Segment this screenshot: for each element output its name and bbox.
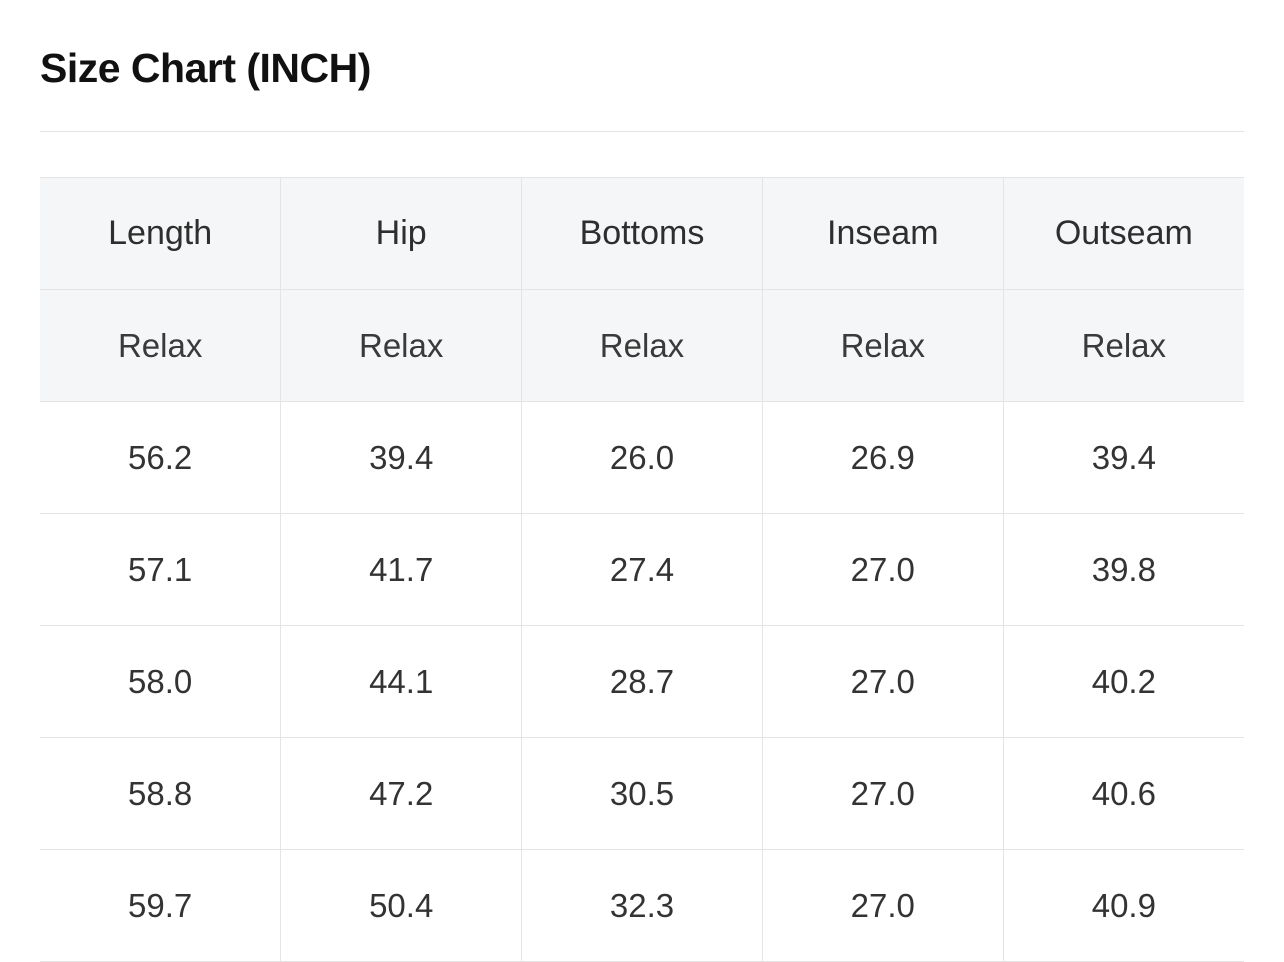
column-header-hip: Hip	[281, 178, 522, 290]
subheader-outseam-fit: Relax	[1003, 290, 1244, 402]
column-header-outseam: Outseam	[1003, 178, 1244, 290]
table-header-row	[40, 178, 1244, 290]
column-header-bottoms: Bottoms	[522, 178, 763, 290]
table-row	[40, 402, 1244, 514]
column-header-inseam: Inseam	[762, 178, 1003, 290]
cell-hip: 41.7	[281, 514, 522, 626]
cell-outseam: 39.4	[1003, 402, 1244, 514]
cell-length: 57.1	[40, 514, 281, 626]
cell-length: 59.7	[40, 850, 281, 962]
cell-inseam: 27.0	[762, 626, 1003, 738]
cell-hip: 44.1	[281, 626, 522, 738]
cell-inseam: 27.0	[762, 738, 1003, 850]
cell-length: 58.0	[40, 626, 281, 738]
table-row	[40, 738, 1244, 850]
cell-outseam: 40.2	[1003, 626, 1244, 738]
cell-outseam: 40.9	[1003, 850, 1244, 962]
cell-outseam: 40.6	[1003, 738, 1244, 850]
size-chart-table	[40, 177, 1244, 962]
subheader-inseam-fit: Relax	[762, 290, 1003, 402]
subheader-hip-fit: Relax	[281, 290, 522, 402]
page-title: Size Chart (INCH)	[40, 45, 371, 91]
subheader-length-fit: Relax	[40, 290, 281, 402]
cell-inseam: 26.9	[762, 402, 1003, 514]
cell-inseam: 27.0	[762, 850, 1003, 962]
table-subheader-row	[40, 290, 1244, 402]
cell-bottoms: 30.5	[522, 738, 763, 850]
cell-length: 56.2	[40, 402, 281, 514]
cell-hip: 50.4	[281, 850, 522, 962]
title-divider	[40, 131, 1244, 132]
table-row	[40, 850, 1244, 962]
table-row	[40, 514, 1244, 626]
cell-hip: 39.4	[281, 402, 522, 514]
cell-outseam: 39.8	[1003, 514, 1244, 626]
subheader-bottoms-fit: Relax	[522, 290, 763, 402]
cell-bottoms: 26.0	[522, 402, 763, 514]
table-row	[40, 626, 1244, 738]
cell-length: 58.8	[40, 738, 281, 850]
cell-bottoms: 32.3	[522, 850, 763, 962]
cell-bottoms: 28.7	[522, 626, 763, 738]
column-header-length: Length	[40, 178, 281, 290]
cell-bottoms: 27.4	[522, 514, 763, 626]
cell-inseam: 27.0	[762, 514, 1003, 626]
cell-hip: 47.2	[281, 738, 522, 850]
